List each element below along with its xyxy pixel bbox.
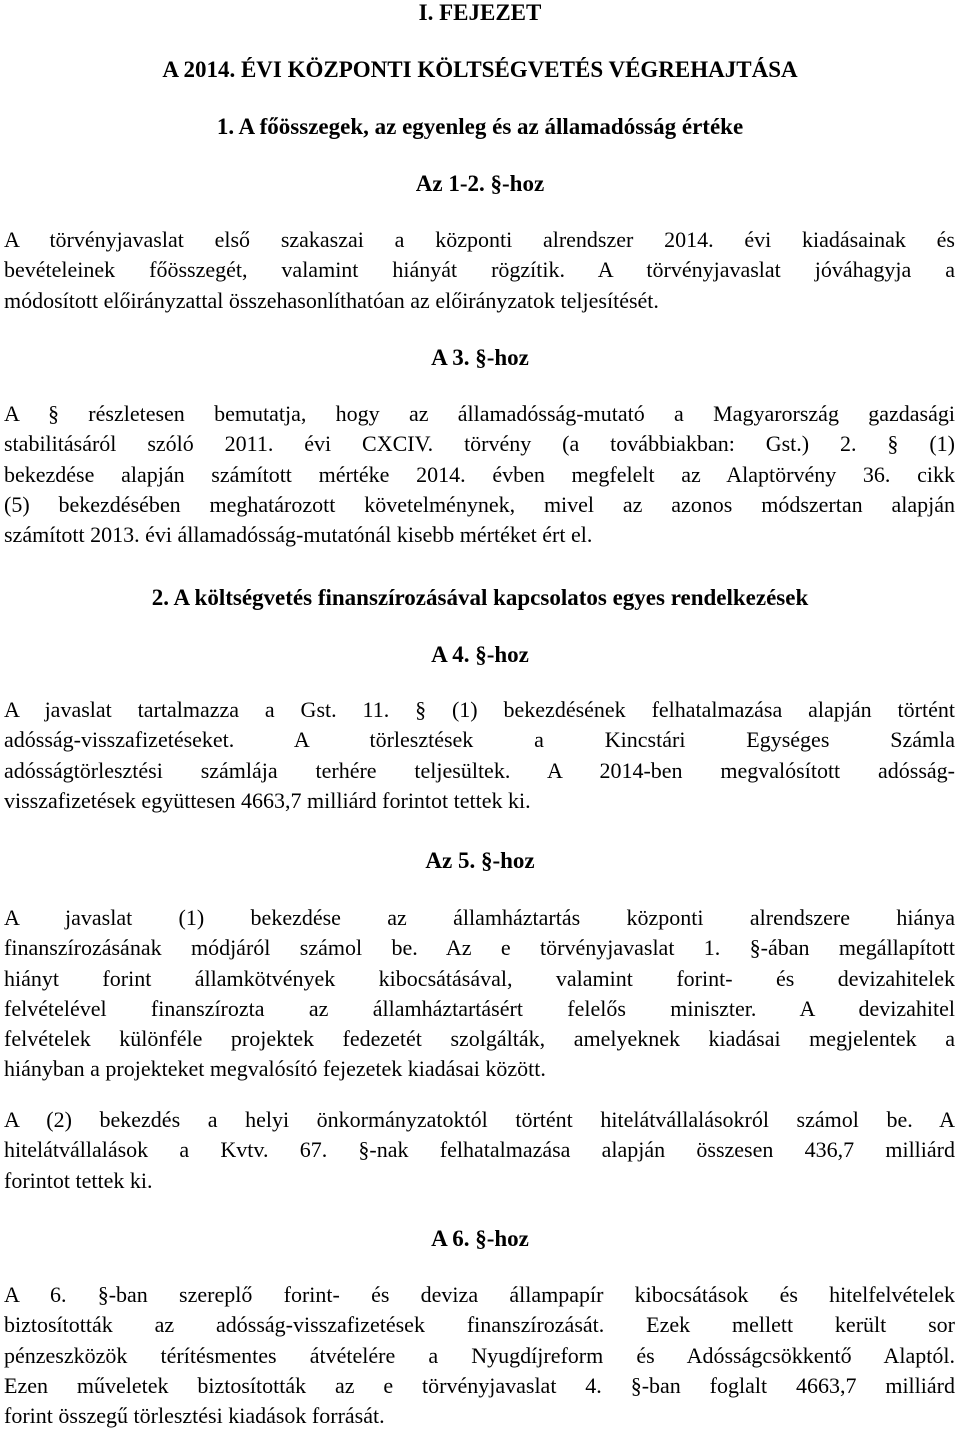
chapter-heading: I. FEJEZET [418,0,542,25]
text-line: stabilitásáról szóló 2011. évi CXCIV. törvény (a továbbiakban: Gst.) 2. § (1) [4,431,955,457]
text-line: adósság-visszafizetéseket. A törlesztések a Kincstári Egységes Számla [4,727,955,753]
subheading-3: A 3. §-hoz [431,345,529,370]
text-line: forint összegű törlesztési kiadások forrását. [4,1403,385,1429]
text-line: Ezen műveletek biztosították az e törvényjavaslat 4. §-ban foglalt 4663,7 milliárd [4,1372,955,1398]
subheading-6: A 6. §-hoz [431,1226,529,1251]
text-line: módosított előirányzattal összehasonlíthatóan az előirányzatok teljesítését. [4,287,659,313]
subheading-1-2: Az 1-2. §-hoz [415,171,545,196]
subheading-5: Az 5. §-hoz [425,848,535,873]
text-line: visszafizetések együttesen 4663,7 milliárd forintot tettek ki. [4,787,531,813]
section-heading-1: 1. A főösszegek, az egyenleg és az államadósság értéke [216,114,744,139]
text-line: felvételével finanszírozta az államháztartásért felelős miniszter. A devizahitel [4,995,955,1021]
paragraph-6 [4,1280,955,1431]
text-line: A (2) bekezdés a helyi önkormányzatoktól történt hitelátvállalásokról számol be. A [4,1107,955,1132]
text-line: A javaslat tartalmazza a Gst. 11. § (1) bekezdésének felhatalmazása alapján történt [4,697,955,722]
text-line: hiányt forint államkötvények kibocsátásával, valamint forint- és devizahitelek [4,965,955,991]
text-line: A 6. §-ban szereplő forint- és deviza állampapír kibocsátások és hitelfelvételek [4,1282,955,1307]
paragraph-5 [4,1105,955,1196]
text-line: hitelátvállalások a Kvtv. 67. §-nak felhatalmazása alapján összesen 436,7 milliárd [4,1137,955,1163]
text-line: biztosították az adósság-visszafizetések finanszírozását. Ezek mellett került sor [4,1312,955,1338]
text-line: bekezdése alapján számított mértéke 2014. évben megfelelt az Alaptörvény 36. cikk [4,461,955,487]
paragraph-4 [4,903,955,1085]
paragraph-3 [4,695,955,816]
text-line: felvételek különféle projektek fedezetét szolgálták, amelyeknek kiadásai megjelentek a [4,1026,955,1052]
text-line: A javaslat (1) bekezdése az államháztartás központi alrendszere hiánya [4,905,955,930]
section-heading-2: 2. A költségvetés finanszírozásával kapcsolatos egyes rendelkezések [151,585,809,610]
text-line: adósságtörlesztési számlája terhére teljesültek. A 2014-ben megvalósított adósság- [4,757,955,783]
text-line: (5) bekezdésében meghatározott követelménynek, mivel az azonos módszertan alapján [4,491,955,517]
paragraph-1 [4,225,955,316]
main-title: A 2014. ÉVI KÖZPONTI KÖLTSÉGVETÉS VÉGREHAJTÁSA [162,57,798,82]
text-line: hiányban a projekteket megvalósító fejezetek kiadásai között. [4,1056,546,1082]
text-line: A törvényjavaslat első szakaszai a központi alrendszer 2014. évi kiadásainak és [4,227,955,252]
text-line: bevételeinek főösszegét, valamint hiányát rögzítik. A törvényjavaslat jóváhagyja a [4,257,955,283]
text-line: forintot tettek ki. [4,1167,153,1193]
subheading-4: A 4. §-hoz [431,642,529,667]
text-line: finanszírozásának módjáról számol be. Az e törvényjavaslat 1. §-ában megállapított [4,935,955,961]
text-line: A § részletesen bemutatja, hogy az államadósság-mutató a Magyarország gazdasági [4,401,955,426]
text-line: pénzeszközök térítésmentes átvételére a Nyugdíjreform és Adósságcsökkentő Alaptól. [4,1342,955,1368]
paragraph-2 [4,399,955,550]
text-line: számított 2013. évi államadósság-mutatónál kisebb mértéket ért el. [4,522,593,548]
